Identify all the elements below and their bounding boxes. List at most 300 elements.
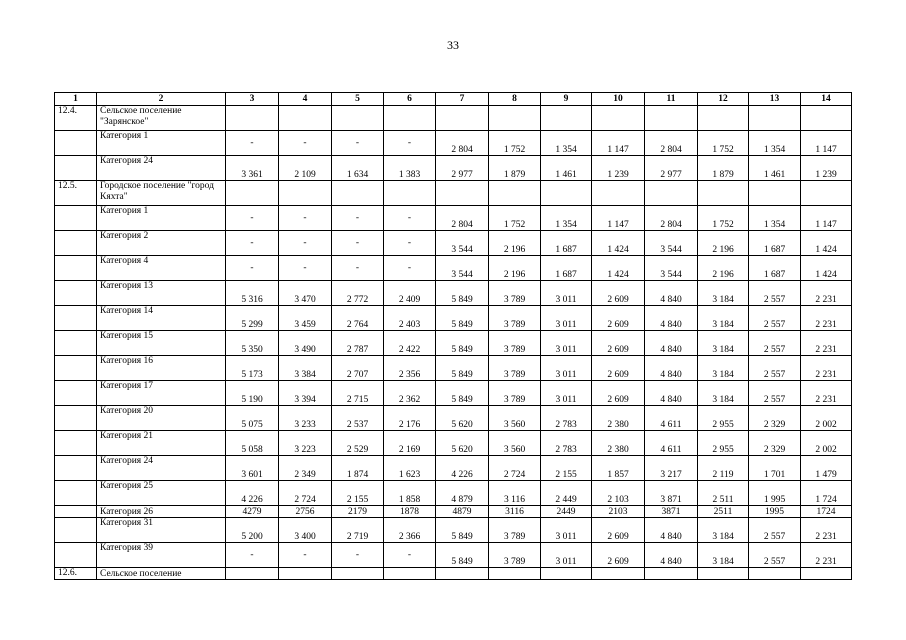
table-cell: 3 361 bbox=[226, 156, 279, 181]
table-cell: 2 724 bbox=[489, 456, 541, 481]
table-cell: 2 002 bbox=[801, 406, 852, 431]
table-cell: 2 511 bbox=[698, 481, 749, 506]
table-row bbox=[55, 231, 852, 256]
table-cell: 1 239 bbox=[592, 156, 645, 181]
table-cell: 3 789 bbox=[489, 356, 541, 381]
table-cell: - bbox=[384, 131, 436, 156]
table-cell: 5 620 bbox=[436, 406, 489, 431]
table-cell: 2 380 bbox=[592, 406, 645, 431]
table-cell: 2449 bbox=[541, 506, 592, 518]
table-cell: - bbox=[279, 231, 332, 256]
table-cell: - bbox=[332, 543, 384, 568]
table-cell: 1 623 bbox=[384, 456, 436, 481]
row-name: Категория 25 bbox=[97, 481, 226, 506]
row-index bbox=[55, 156, 97, 181]
table-cell: 1724 bbox=[801, 506, 852, 518]
table-cell: 1 701 bbox=[749, 456, 801, 481]
table-cell: 4 840 bbox=[645, 281, 698, 306]
table-cell: 1 147 bbox=[801, 206, 852, 231]
table-cell: 2 103 bbox=[592, 481, 645, 506]
table-cell: 3 011 bbox=[541, 518, 592, 543]
table-cell: 3 184 bbox=[698, 281, 749, 306]
table-cell: - bbox=[332, 256, 384, 281]
table-cell: 1 461 bbox=[749, 156, 801, 181]
column-header: 5 bbox=[332, 93, 384, 106]
row-name: Сельское поселение bbox=[97, 568, 226, 580]
table-cell bbox=[384, 106, 436, 131]
table-cell: 3 459 bbox=[279, 306, 332, 331]
table-cell: 1 479 bbox=[801, 456, 852, 481]
table-cell bbox=[489, 568, 541, 580]
table-row bbox=[55, 156, 852, 181]
table-cell: 1 147 bbox=[592, 131, 645, 156]
table-cell: 2 537 bbox=[332, 406, 384, 431]
table-cell: 3 217 bbox=[645, 456, 698, 481]
table-cell: 2 403 bbox=[384, 306, 436, 331]
table-cell: 2756 bbox=[279, 506, 332, 518]
table-cell bbox=[436, 106, 489, 131]
table-cell: 4 611 bbox=[645, 431, 698, 456]
table-cell: 1 752 bbox=[489, 206, 541, 231]
table-cell: - bbox=[384, 256, 436, 281]
row-name: Категория 31 bbox=[97, 518, 226, 543]
table-cell: 1 383 bbox=[384, 156, 436, 181]
table-cell: 4 879 bbox=[436, 481, 489, 506]
table-row bbox=[55, 131, 852, 156]
column-header: 7 bbox=[436, 93, 489, 106]
table-cell bbox=[592, 106, 645, 131]
table-cell: 2 609 bbox=[592, 281, 645, 306]
row-name: Сельское поселение "Зарянское" bbox=[97, 106, 226, 131]
table-cell: - bbox=[384, 206, 436, 231]
table-cell: 3 544 bbox=[436, 256, 489, 281]
row-name: Категория 16 bbox=[97, 356, 226, 381]
table-cell bbox=[332, 568, 384, 580]
table-cell bbox=[749, 106, 801, 131]
table-cell: 2 955 bbox=[698, 406, 749, 431]
table-cell: - bbox=[279, 131, 332, 156]
column-header: 9 bbox=[541, 93, 592, 106]
table-cell: 3 184 bbox=[698, 381, 749, 406]
column-header: 13 bbox=[749, 93, 801, 106]
table-row bbox=[55, 543, 852, 568]
table-cell: 3 011 bbox=[541, 331, 592, 356]
table-cell: 1 752 bbox=[489, 131, 541, 156]
table-cell: - bbox=[279, 206, 332, 231]
section-row bbox=[55, 568, 852, 580]
table-cell: 2 977 bbox=[645, 156, 698, 181]
table-cell: - bbox=[226, 543, 279, 568]
table-cell: 2 380 bbox=[592, 431, 645, 456]
table-cell bbox=[436, 181, 489, 206]
table-cell: 3 871 bbox=[645, 481, 698, 506]
table-row bbox=[55, 456, 852, 481]
table-cell: 1878 bbox=[384, 506, 436, 518]
table-cell: 2 366 bbox=[384, 518, 436, 543]
table-cell bbox=[489, 181, 541, 206]
row-name: Категория 14 bbox=[97, 306, 226, 331]
table-cell: 2 176 bbox=[384, 406, 436, 431]
table-cell: 2 609 bbox=[592, 381, 645, 406]
table-cell: 3 011 bbox=[541, 356, 592, 381]
table-row bbox=[55, 256, 852, 281]
table-cell: 2103 bbox=[592, 506, 645, 518]
table-cell: 5 316 bbox=[226, 281, 279, 306]
row-index: 12.4. bbox=[55, 106, 97, 131]
table-cell: 2 231 bbox=[801, 281, 852, 306]
column-header: 12 bbox=[698, 93, 749, 106]
table-cell: 2 557 bbox=[749, 543, 801, 568]
table-cell: 3 384 bbox=[279, 356, 332, 381]
table-row bbox=[55, 481, 852, 506]
column-header: 10 bbox=[592, 93, 645, 106]
table-cell bbox=[749, 181, 801, 206]
table-cell: 3 789 bbox=[489, 543, 541, 568]
table-cell: 4 840 bbox=[645, 356, 698, 381]
table-cell: 3 184 bbox=[698, 331, 749, 356]
table-cell: - bbox=[279, 256, 332, 281]
column-header: 2 bbox=[97, 93, 226, 106]
table-cell bbox=[645, 181, 698, 206]
table-cell: 1 752 bbox=[698, 131, 749, 156]
table-cell bbox=[226, 106, 279, 131]
row-index bbox=[55, 406, 97, 431]
table-cell: 5 849 bbox=[436, 331, 489, 356]
table-cell: 2 977 bbox=[436, 156, 489, 181]
table-cell: 1 461 bbox=[541, 156, 592, 181]
table-cell: 1 634 bbox=[332, 156, 384, 181]
table-cell bbox=[279, 568, 332, 580]
table-cell: 2 783 bbox=[541, 431, 592, 456]
table-cell: 1 147 bbox=[592, 206, 645, 231]
table-cell: 2 196 bbox=[489, 231, 541, 256]
table-cell: 1 239 bbox=[801, 156, 852, 181]
row-name: Категория 26 bbox=[97, 506, 226, 518]
table-cell: 3 789 bbox=[489, 331, 541, 356]
table-cell: 1 995 bbox=[749, 481, 801, 506]
table-cell: 2 196 bbox=[698, 231, 749, 256]
table-cell: 3 490 bbox=[279, 331, 332, 356]
table-cell: 2 724 bbox=[279, 481, 332, 506]
table-cell: 3 544 bbox=[645, 231, 698, 256]
table-cell: 2 329 bbox=[749, 406, 801, 431]
table-cell bbox=[645, 106, 698, 131]
table-cell: 1 687 bbox=[541, 231, 592, 256]
table-cell: - bbox=[226, 206, 279, 231]
tariff-table bbox=[54, 92, 852, 580]
table-cell: 4 840 bbox=[645, 518, 698, 543]
table-cell: 2 196 bbox=[489, 256, 541, 281]
table-cell bbox=[489, 106, 541, 131]
table-cell bbox=[384, 181, 436, 206]
table-cell: 2 529 bbox=[332, 431, 384, 456]
table-cell: - bbox=[332, 131, 384, 156]
table-cell: 2 609 bbox=[592, 331, 645, 356]
table-cell: 2 231 bbox=[801, 381, 852, 406]
table-cell: 2 707 bbox=[332, 356, 384, 381]
table-cell: 2 787 bbox=[332, 331, 384, 356]
section-row bbox=[55, 106, 852, 131]
table-cell: 2 557 bbox=[749, 331, 801, 356]
table-cell: 2 449 bbox=[541, 481, 592, 506]
table-cell: 2 804 bbox=[645, 206, 698, 231]
table-cell: 2 609 bbox=[592, 518, 645, 543]
column-header: 6 bbox=[384, 93, 436, 106]
table-body bbox=[55, 106, 852, 580]
table-row bbox=[55, 406, 852, 431]
row-index bbox=[55, 206, 97, 231]
table-cell: 3 560 bbox=[489, 406, 541, 431]
table-cell: - bbox=[279, 543, 332, 568]
table-cell: - bbox=[226, 256, 279, 281]
table-cell: 1 354 bbox=[541, 131, 592, 156]
row-index bbox=[55, 306, 97, 331]
table-cell: 2 609 bbox=[592, 356, 645, 381]
table-cell: 3 011 bbox=[541, 381, 592, 406]
table-cell bbox=[592, 568, 645, 580]
table-cell: 2 169 bbox=[384, 431, 436, 456]
table-cell: 2 196 bbox=[698, 256, 749, 281]
table-cell: 3 011 bbox=[541, 281, 592, 306]
header-row bbox=[55, 93, 852, 106]
table-cell: 4879 bbox=[436, 506, 489, 518]
table-cell: 3 116 bbox=[489, 481, 541, 506]
table-cell: 1 857 bbox=[592, 456, 645, 481]
table-cell: 5 620 bbox=[436, 431, 489, 456]
table-cell: 3 394 bbox=[279, 381, 332, 406]
table-cell: 2511 bbox=[698, 506, 749, 518]
table-cell bbox=[698, 181, 749, 206]
table-cell: - bbox=[226, 231, 279, 256]
row-index bbox=[55, 131, 97, 156]
table-cell: 1 354 bbox=[541, 206, 592, 231]
row-name: Городское поселение "город Кяхта" bbox=[97, 181, 226, 206]
table-cell: - bbox=[384, 231, 436, 256]
row-index bbox=[55, 331, 97, 356]
table-cell: 2 119 bbox=[698, 456, 749, 481]
section-row bbox=[55, 181, 852, 206]
table-cell: 4 226 bbox=[436, 456, 489, 481]
table-cell: 5 190 bbox=[226, 381, 279, 406]
table-cell: 5 075 bbox=[226, 406, 279, 431]
table-cell: 1 687 bbox=[541, 256, 592, 281]
table-cell: 2 609 bbox=[592, 543, 645, 568]
table-cell: 5 849 bbox=[436, 281, 489, 306]
table-cell: 2 804 bbox=[436, 131, 489, 156]
table-cell: 1995 bbox=[749, 506, 801, 518]
table-cell bbox=[332, 181, 384, 206]
table-cell: 2 955 bbox=[698, 431, 749, 456]
table-cell: 1 354 bbox=[749, 131, 801, 156]
row-name: Категория 21 bbox=[97, 431, 226, 456]
table-cell bbox=[801, 106, 852, 131]
row-index bbox=[55, 256, 97, 281]
table-cell: 2 557 bbox=[749, 356, 801, 381]
table-cell: 4 840 bbox=[645, 543, 698, 568]
row-index bbox=[55, 231, 97, 256]
row-name: Категория 1 bbox=[97, 206, 226, 231]
table-cell: 4 611 bbox=[645, 406, 698, 431]
row-index: 12.5. bbox=[55, 181, 97, 206]
table-cell: 2 231 bbox=[801, 356, 852, 381]
table-cell: 2 422 bbox=[384, 331, 436, 356]
table-cell: 4 840 bbox=[645, 331, 698, 356]
table-cell: 3 184 bbox=[698, 306, 749, 331]
row-name: Категория 24 bbox=[97, 456, 226, 481]
table-cell bbox=[698, 568, 749, 580]
column-header: 4 bbox=[279, 93, 332, 106]
table-cell: 3116 bbox=[489, 506, 541, 518]
table-cell: 1 879 bbox=[698, 156, 749, 181]
table-cell: 5 173 bbox=[226, 356, 279, 381]
table-cell: 2 362 bbox=[384, 381, 436, 406]
table-cell bbox=[226, 568, 279, 580]
table-cell: 1 354 bbox=[749, 206, 801, 231]
row-index bbox=[55, 281, 97, 306]
table-cell: 2 557 bbox=[749, 281, 801, 306]
column-header: 14 bbox=[801, 93, 852, 106]
table-cell: 5 058 bbox=[226, 431, 279, 456]
table-cell bbox=[698, 106, 749, 131]
table-cell: 2 764 bbox=[332, 306, 384, 331]
table-cell: 2 557 bbox=[749, 381, 801, 406]
row-index bbox=[55, 506, 97, 518]
row-name: Категория 1 bbox=[97, 131, 226, 156]
table-cell bbox=[436, 568, 489, 580]
table-cell: 1 752 bbox=[698, 206, 749, 231]
column-header: 3 bbox=[226, 93, 279, 106]
table-row bbox=[55, 306, 852, 331]
table-cell: 2 409 bbox=[384, 281, 436, 306]
table-cell: 3 011 bbox=[541, 306, 592, 331]
table-cell: 5 849 bbox=[436, 543, 489, 568]
table-cell: 3 184 bbox=[698, 518, 749, 543]
column-header: 1 bbox=[55, 93, 97, 106]
table-cell: 1 874 bbox=[332, 456, 384, 481]
table-cell: 4279 bbox=[226, 506, 279, 518]
table-cell: 3 184 bbox=[698, 356, 749, 381]
table-cell: 3 601 bbox=[226, 456, 279, 481]
table-cell: 2 002 bbox=[801, 431, 852, 456]
row-index: 12.6. bbox=[55, 568, 97, 580]
table-cell: 2 356 bbox=[384, 356, 436, 381]
table-cell: 3 223 bbox=[279, 431, 332, 456]
table-cell: 1 147 bbox=[801, 131, 852, 156]
table-cell: 1 424 bbox=[592, 231, 645, 256]
table-cell: 1 424 bbox=[592, 256, 645, 281]
table-cell: 2 783 bbox=[541, 406, 592, 431]
table-cell: - bbox=[332, 231, 384, 256]
table-cell: 2 772 bbox=[332, 281, 384, 306]
table-cell: 2 231 bbox=[801, 331, 852, 356]
table-row bbox=[55, 206, 852, 231]
row-name: Категория 2 bbox=[97, 231, 226, 256]
table-cell: 2 557 bbox=[749, 518, 801, 543]
table-cell: 2 329 bbox=[749, 431, 801, 456]
table-cell: 1 858 bbox=[384, 481, 436, 506]
table-cell: 4 840 bbox=[645, 306, 698, 331]
row-index bbox=[55, 481, 97, 506]
table-cell bbox=[332, 106, 384, 131]
table-cell: 5 299 bbox=[226, 306, 279, 331]
table-row bbox=[55, 356, 852, 381]
table-row bbox=[55, 281, 852, 306]
row-index bbox=[55, 456, 97, 481]
table-row bbox=[55, 506, 852, 518]
table-cell: 2 557 bbox=[749, 306, 801, 331]
table-cell: 3 789 bbox=[489, 306, 541, 331]
table-cell bbox=[801, 568, 852, 580]
table-cell bbox=[541, 181, 592, 206]
row-index bbox=[55, 518, 97, 543]
table-cell: 2 231 bbox=[801, 306, 852, 331]
table-cell: - bbox=[226, 131, 279, 156]
table-row bbox=[55, 431, 852, 456]
table-cell: 2 231 bbox=[801, 543, 852, 568]
table-cell: 1 687 bbox=[749, 256, 801, 281]
table-cell: 2 231 bbox=[801, 518, 852, 543]
table-cell: - bbox=[384, 543, 436, 568]
table-cell: 3 233 bbox=[279, 406, 332, 431]
row-index bbox=[55, 543, 97, 568]
table-cell: 2 804 bbox=[436, 206, 489, 231]
table-cell: 5 849 bbox=[436, 306, 489, 331]
table-cell: 3871 bbox=[645, 506, 698, 518]
table-cell: 4 840 bbox=[645, 381, 698, 406]
table-cell: 2 609 bbox=[592, 306, 645, 331]
table-cell: 3 789 bbox=[489, 281, 541, 306]
table-cell: 2 349 bbox=[279, 456, 332, 481]
table-cell: 5 849 bbox=[436, 356, 489, 381]
row-index bbox=[55, 381, 97, 406]
table-cell bbox=[226, 181, 279, 206]
table-row bbox=[55, 518, 852, 543]
table-cell bbox=[645, 568, 698, 580]
table-cell: 2 155 bbox=[541, 456, 592, 481]
table-cell: 2179 bbox=[332, 506, 384, 518]
table-cell: 3 011 bbox=[541, 543, 592, 568]
column-header: 8 bbox=[489, 93, 541, 106]
table-cell bbox=[592, 181, 645, 206]
row-name: Категория 13 bbox=[97, 281, 226, 306]
row-name: Категория 24 bbox=[97, 156, 226, 181]
table-cell: 3 184 bbox=[698, 543, 749, 568]
table-cell: 3 544 bbox=[645, 256, 698, 281]
table-cell bbox=[384, 568, 436, 580]
table-cell: 2 715 bbox=[332, 381, 384, 406]
row-name: Категория 20 bbox=[97, 406, 226, 431]
table-cell: 2 804 bbox=[645, 131, 698, 156]
row-index bbox=[55, 431, 97, 456]
table-cell: 1 879 bbox=[489, 156, 541, 181]
table-cell bbox=[541, 106, 592, 131]
table-cell: 1 687 bbox=[749, 231, 801, 256]
row-name: Категория 17 bbox=[97, 381, 226, 406]
row-name: Категория 15 bbox=[97, 331, 226, 356]
table-cell: 1 724 bbox=[801, 481, 852, 506]
row-index bbox=[55, 356, 97, 381]
table-cell: 1 424 bbox=[801, 231, 852, 256]
table-cell bbox=[541, 568, 592, 580]
table-cell bbox=[801, 181, 852, 206]
row-name: Категория 4 bbox=[97, 256, 226, 281]
table-cell bbox=[279, 181, 332, 206]
table-cell: 5 350 bbox=[226, 331, 279, 356]
table-cell: 2 155 bbox=[332, 481, 384, 506]
table-row bbox=[55, 381, 852, 406]
table-cell bbox=[279, 106, 332, 131]
table-cell: 3 470 bbox=[279, 281, 332, 306]
